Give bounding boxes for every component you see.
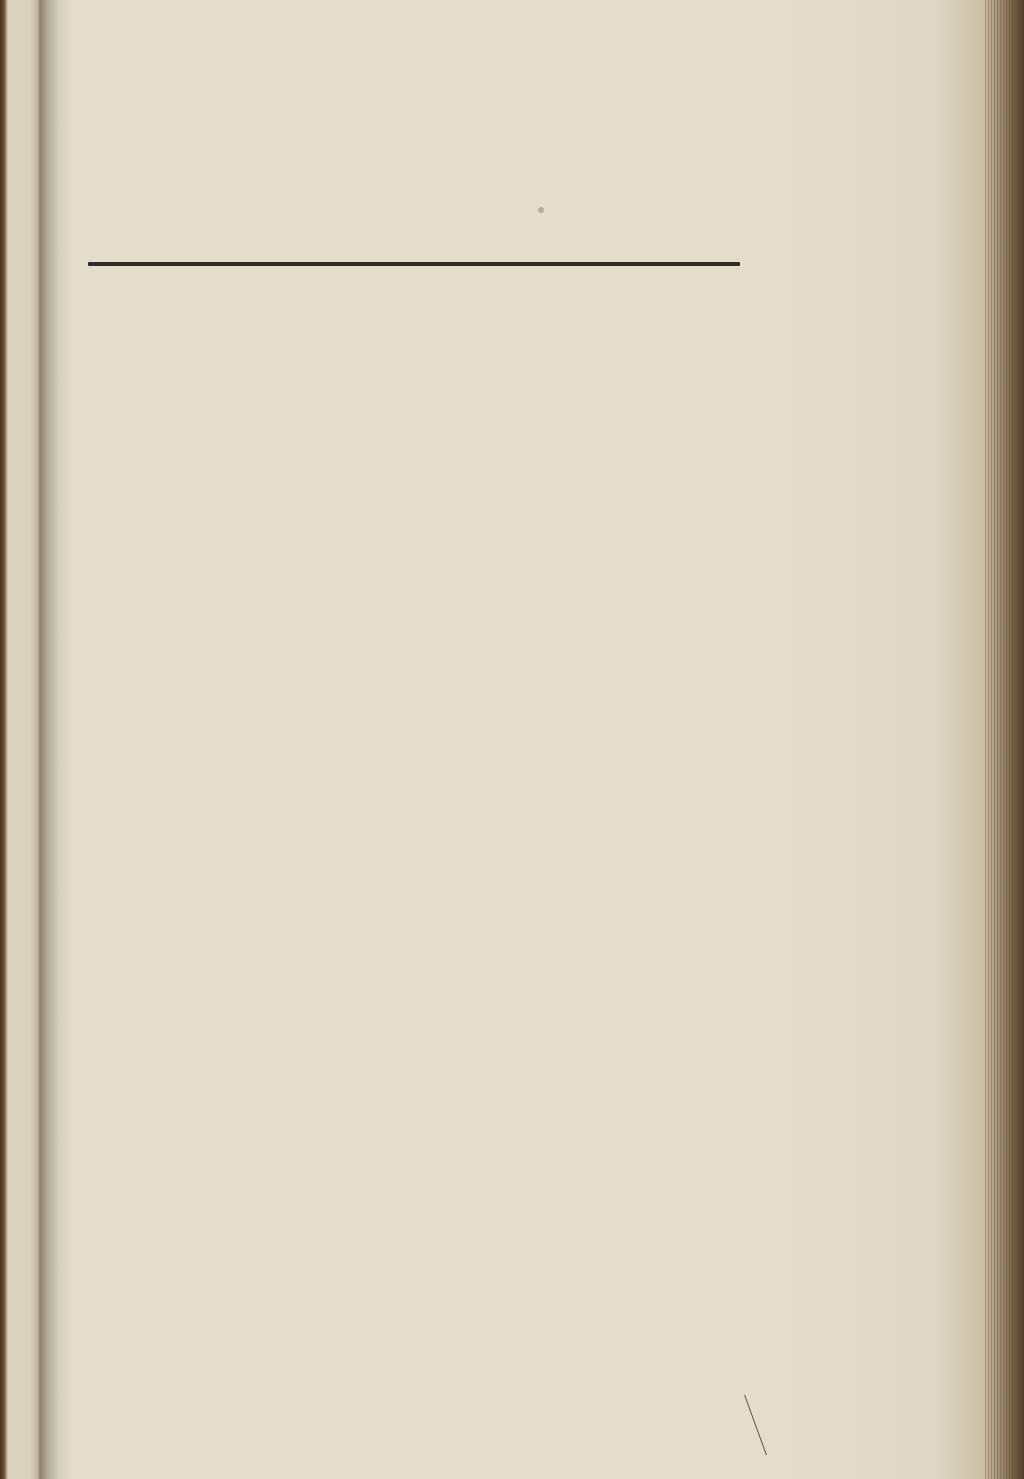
drop-cap (76, 389, 116, 445)
section-rule (88, 262, 740, 266)
right-page (74, 0, 784, 1479)
paper-speck (538, 207, 544, 213)
left-page-edge (0, 0, 40, 1479)
page-block-edge (985, 0, 1015, 1479)
book-gutter (40, 0, 74, 1479)
